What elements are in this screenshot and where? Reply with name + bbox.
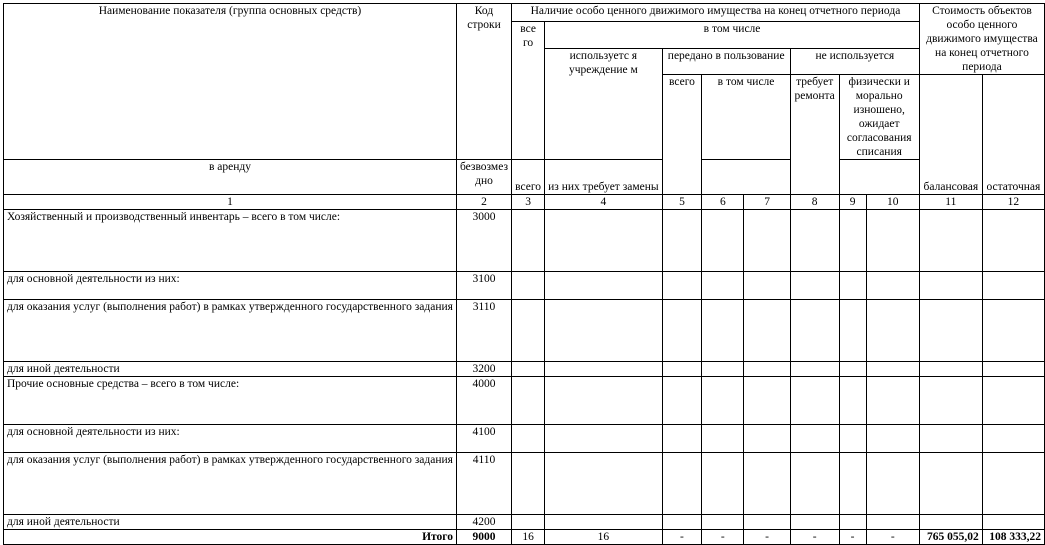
value-cell xyxy=(702,377,744,425)
needs-repair-header: требует ремонта xyxy=(790,75,839,195)
value-cell xyxy=(512,515,545,530)
value-cell xyxy=(512,425,545,453)
residual-header: остаточная xyxy=(982,75,1044,195)
value-cell xyxy=(919,515,982,530)
value-cell xyxy=(702,515,744,530)
data-rows xyxy=(4,210,1045,530)
row-code: 3100 xyxy=(456,272,511,300)
value-cell xyxy=(866,300,919,362)
table-row xyxy=(4,453,1045,515)
total-code: 9000 xyxy=(456,530,511,545)
value-cell xyxy=(790,377,839,425)
total-value: - xyxy=(790,530,839,545)
column-number: 6 xyxy=(702,195,744,210)
value-cell xyxy=(545,453,662,515)
value-cell xyxy=(702,453,744,515)
row-name: для иной деятельности xyxy=(4,362,457,377)
value-cell xyxy=(982,300,1044,362)
row-code: 3000 xyxy=(456,210,511,272)
column-number: 4 xyxy=(545,195,662,210)
value-cell xyxy=(866,515,919,530)
value-cell xyxy=(545,377,662,425)
worn-total-header: всего xyxy=(512,160,545,195)
value-cell xyxy=(790,272,839,300)
cost-header: Стоимость объектов особо ценного движимого имущества на конец отчетного периода xyxy=(919,4,1044,75)
value-cell xyxy=(866,453,919,515)
used-header: используетс я учреждение м xyxy=(545,48,662,160)
value-cell xyxy=(512,272,545,300)
row-name: для основной деятельности из них: xyxy=(4,425,457,453)
value-cell xyxy=(744,425,790,453)
total-label: Итого xyxy=(4,530,457,545)
rent-header: в аренду xyxy=(4,160,457,195)
row-name: для иной деятельности xyxy=(4,515,457,530)
value-cell xyxy=(919,272,982,300)
value-cell xyxy=(744,300,790,362)
value-cell xyxy=(790,425,839,453)
value-cell xyxy=(866,377,919,425)
total-value: - xyxy=(702,530,744,545)
table-row xyxy=(4,362,1045,377)
column-number-row xyxy=(4,195,1045,210)
value-cell xyxy=(512,210,545,272)
column-number: 5 xyxy=(662,195,702,210)
transferred-incl-header: в том числе xyxy=(702,75,790,160)
value-cell xyxy=(512,300,545,362)
column-number: 9 xyxy=(839,195,866,210)
value-cell xyxy=(919,377,982,425)
transferred-total-header: всего xyxy=(662,75,702,195)
table-row xyxy=(4,377,1045,425)
value-cell xyxy=(662,453,702,515)
total-row xyxy=(4,530,1045,545)
value-cell xyxy=(662,300,702,362)
value-cell xyxy=(702,425,744,453)
column-number: 1 xyxy=(4,195,457,210)
value-cell xyxy=(744,377,790,425)
value-cell xyxy=(545,425,662,453)
column-number: 7 xyxy=(744,195,790,210)
value-cell xyxy=(545,210,662,272)
value-cell xyxy=(982,362,1044,377)
row-name: Прочие основные средства – всего в том числе: xyxy=(4,377,457,425)
free-header: безвозмез дно xyxy=(456,160,511,195)
value-cell xyxy=(545,300,662,362)
col-name-header: Наименование показателя (группа основных средств) xyxy=(4,4,457,160)
table-row xyxy=(4,300,1045,362)
col-code-header: Код строки xyxy=(456,4,511,160)
value-cell xyxy=(790,300,839,362)
table-row xyxy=(4,515,1045,530)
column-number: 8 xyxy=(790,195,839,210)
row-name: для оказания услуг (выполнения работ) в рамках утвержденного государственного задания xyxy=(4,300,457,362)
value-cell xyxy=(744,515,790,530)
value-cell xyxy=(982,425,1044,453)
value-cell xyxy=(919,362,982,377)
value-cell xyxy=(702,210,744,272)
including-header: в том числе xyxy=(545,22,920,49)
value-cell xyxy=(839,210,866,272)
value-cell xyxy=(919,210,982,272)
value-cell xyxy=(790,453,839,515)
value-cell xyxy=(662,210,702,272)
value-cell xyxy=(982,515,1044,530)
value-cell xyxy=(702,272,744,300)
total-value: - xyxy=(866,530,919,545)
total-header: все го xyxy=(512,22,545,160)
value-cell xyxy=(790,515,839,530)
value-cell xyxy=(919,453,982,515)
value-cell xyxy=(839,453,866,515)
row-code: 4110 xyxy=(456,453,511,515)
value-cell xyxy=(744,453,790,515)
value-cell xyxy=(662,272,702,300)
row-code: 4200 xyxy=(456,515,511,530)
value-cell xyxy=(744,210,790,272)
value-cell xyxy=(744,272,790,300)
row-name: Хозяйственный и производственный инвентарь – всего в том числе: xyxy=(4,210,457,272)
row-name: для основной деятельности из них: xyxy=(4,272,457,300)
value-cell xyxy=(839,300,866,362)
value-cell xyxy=(545,362,662,377)
value-cell xyxy=(662,425,702,453)
availability-header: Наличие особо ценного движимого имущества на конец отчетного периода xyxy=(512,4,920,22)
row-code: 4100 xyxy=(456,425,511,453)
value-cell xyxy=(702,300,744,362)
table-row xyxy=(4,272,1045,300)
column-number: 10 xyxy=(866,195,919,210)
not-used-header: не используется xyxy=(790,48,919,75)
value-cell xyxy=(866,210,919,272)
value-cell xyxy=(790,362,839,377)
balance-header: балансовая xyxy=(919,75,982,195)
value-cell xyxy=(839,515,866,530)
value-cell xyxy=(839,377,866,425)
value-cell xyxy=(982,453,1044,515)
value-cell xyxy=(839,272,866,300)
total-balance-value: 765 055,02 xyxy=(919,530,982,545)
value-cell xyxy=(662,515,702,530)
value-cell xyxy=(662,362,702,377)
value-cell xyxy=(545,272,662,300)
row-name: для оказания услуг (выполнения работ) в рамках утвержденного государственного задания xyxy=(4,453,457,515)
column-number: 3 xyxy=(512,195,545,210)
row-code: 3110 xyxy=(456,300,511,362)
value-cell xyxy=(662,377,702,425)
total-value: - xyxy=(839,530,866,545)
total-value: 16 xyxy=(512,530,545,545)
value-cell xyxy=(982,210,1044,272)
value-cell xyxy=(545,515,662,530)
value-cell xyxy=(982,377,1044,425)
table-row xyxy=(4,425,1045,453)
value-cell xyxy=(839,362,866,377)
table-row xyxy=(4,210,1045,272)
value-cell xyxy=(790,210,839,272)
value-cell xyxy=(512,362,545,377)
needs-replacement-header: из них требует замены xyxy=(545,160,662,195)
total-value: - xyxy=(744,530,790,545)
total-value: 16 xyxy=(545,530,662,545)
transferred-header: передано в пользование xyxy=(662,48,790,75)
row-code: 4000 xyxy=(456,377,511,425)
row-code: 3200 xyxy=(456,362,511,377)
value-cell xyxy=(866,425,919,453)
total-value: - xyxy=(662,530,702,545)
column-number: 11 xyxy=(919,195,982,210)
column-number: 12 xyxy=(982,195,1044,210)
value-cell xyxy=(839,425,866,453)
value-cell xyxy=(866,272,919,300)
worn-out-header: физически и морально изношено, ожидает согласования списания xyxy=(839,75,919,160)
property-report-table xyxy=(3,3,1045,545)
value-cell xyxy=(919,300,982,362)
value-cell xyxy=(919,425,982,453)
value-cell xyxy=(512,453,545,515)
value-cell xyxy=(702,362,744,377)
value-cell xyxy=(982,272,1044,300)
column-number: 2 xyxy=(456,195,511,210)
value-cell xyxy=(744,362,790,377)
total-residual-value: 108 333,22 xyxy=(982,530,1044,545)
value-cell xyxy=(512,377,545,425)
value-cell xyxy=(866,362,919,377)
